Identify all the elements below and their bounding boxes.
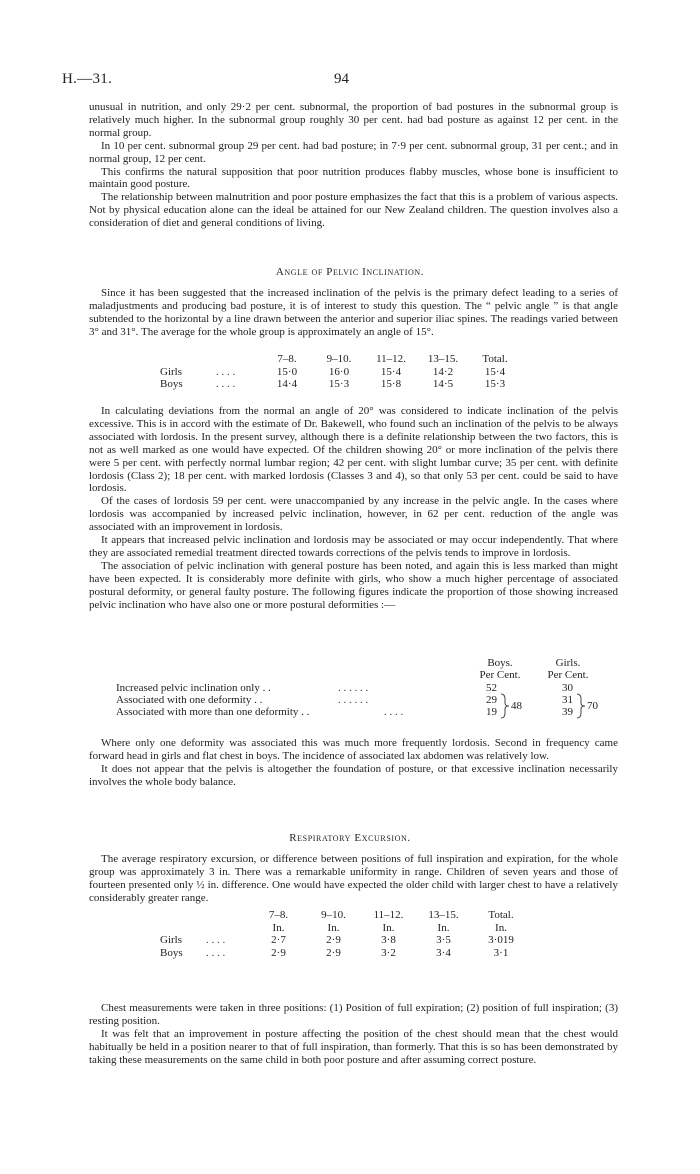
page-number: 94 <box>334 71 349 87</box>
table-cell: 39 <box>562 706 573 718</box>
table-cell: 31 <box>562 694 573 706</box>
respiratory-table <box>160 909 531 959</box>
combined-value-girls: 70 <box>587 700 598 712</box>
table-row <box>160 934 531 947</box>
table-cell: 3·1 <box>493 946 509 959</box>
column-header: 13–15. <box>428 909 459 921</box>
table-cell: 19 <box>486 706 497 718</box>
unit-label: In. <box>327 921 340 934</box>
leader-dots: . . . . . . <box>338 694 369 706</box>
unit-label: In. <box>272 921 285 934</box>
paragraph: The association of pelvic inclination with general posture has been noted, and again this is less marked than might have been expected. It is considerably more definite with girls, who show a much higher percentage of associated postural deformity, or general faulty posture. The following figures indicate the proportion of those showing increased pelvic inclination who have also one or more postural deformities :— <box>89 559 618 611</box>
table-cell: 15·0 <box>276 365 298 378</box>
table-cell: 52 <box>486 682 497 694</box>
table-cell: 2·9 <box>271 946 286 959</box>
table-cell: 2·9 <box>326 946 341 959</box>
column-header: Total. <box>488 909 514 921</box>
paragraph: Where only one deformity was associated this was much more frequently lordosis. Second in frequency came forward head in girls and flat chest in boys. The incidence of associated lax abdomen was relatively low. <box>89 737 618 762</box>
table-cell: 14·2 <box>432 365 454 378</box>
paragraph: The relationship between malnutrition and poor posture emphasizes the fact that this is a problem of various aspects. Not by physical education alone can the ideal be attained for our New Zealand children. The question involves also a consideration of diet and general conditions of living. <box>89 191 618 230</box>
paragraph: It does not appear that the pelvis is altogether the foundation of posture, or that excessive inclination necessarily involves the whole body balance. <box>89 762 618 788</box>
table-cell: 2·7 <box>271 934 286 946</box>
pelvic-discussion-block <box>89 405 618 612</box>
table-cell: 15·4 <box>484 365 506 378</box>
leader-dots: . . . . . . <box>338 682 369 694</box>
table-cell: 3·8 <box>381 934 396 946</box>
row-label: Girls <box>160 365 182 378</box>
leader-dots: . . . . <box>216 378 236 390</box>
table-cell: 15·8 <box>380 378 402 390</box>
paragraph: This confirms the natural supposition that poor nutrition produces flabby muscles, whose bone is insufficient to maintain good posture. <box>89 165 618 191</box>
paragraph: It appears that increased pelvic inclination and lordosis may be associated or may occur independently. That where they are associated remedial treatment directed towards corrections of the pelvis tends to improve in lordosis. <box>89 534 618 559</box>
leader-dots: . . . . <box>216 365 236 378</box>
section-heading-pelvic: Angle of Pelvic Inclination. <box>275 266 425 278</box>
respiratory-intro-block <box>89 853 618 905</box>
paragraph: In 10 per cent. subnormal group 29 per cent. had bad posture; in 7·9 per cent. subnormal group, 31 per cent.; and in normal group, 12 per cent. <box>89 139 618 165</box>
table-cell: 15·3 <box>484 378 506 390</box>
unit-label: In. <box>382 921 395 934</box>
table-header-row <box>160 353 521 366</box>
table-cell: 30 <box>562 682 573 694</box>
respiratory-discussion-block <box>89 1002 618 1067</box>
table-row <box>160 378 521 391</box>
column-header: 11–12. <box>373 909 404 921</box>
row-label: Boys <box>160 378 183 390</box>
leader-dots: . . . . <box>384 706 404 718</box>
section-heading-respiratory: Respiratory Excursion. <box>289 832 411 844</box>
document-reference: H.—31. <box>62 71 113 87</box>
column-header: 11–12. <box>376 353 406 365</box>
paragraph: It was felt that an improvement in posture affecting the position of the chest should mean that the chest would habitually be held in a position nearer to that of full inspiration, than formerly. That this is so has been demonstrated by taking these measurements on the same child in both poor posture and after assuming correct posture. <box>89 1027 618 1066</box>
table-cell: 15·3 <box>328 378 350 390</box>
table-cell: 3·019 <box>488 934 514 946</box>
row-label: Associated with more than one deformity . . <box>116 706 310 718</box>
paragraph: In calculating deviations from the normal an angle of 20° was considered to indicate inclination of the pelvis excessive. This is in accord with the estimate of Dr. Bakewell, who found such an inclination of the pelvis to be always associated with lordosis. In the present survey, although there is a definite relationship between the two factors, this is not as well marked as one would have expected. Of the children showing 20° or more inclination of the pelvis there were 5 per cent. with perfectly normal lumbar region; 42 per cent. with slight lumbar curve; 35 per cent. with definite lordosis (Class 2); 18 per cent. with marked lordosis (Classes 3 and 4), so that only 53 per cent. could be said to have lordosis. <box>89 405 618 495</box>
brace-boys <box>500 693 510 719</box>
table-cell: 3·2 <box>381 946 396 959</box>
column-header: 7–8. <box>268 909 289 921</box>
column-subheader: Per Cent. <box>479 669 521 681</box>
column-header: Boys. <box>487 657 513 669</box>
column-header: Total. <box>482 353 508 365</box>
deformity-discussion-block <box>89 737 618 789</box>
intro-text-block <box>89 101 618 230</box>
leader-dots: . . . . <box>206 946 226 959</box>
table-cell: 3·5 <box>436 934 451 946</box>
row-label: Boys <box>160 946 183 959</box>
column-subheader: Per Cent. <box>547 669 589 681</box>
row-label: Associated with one deformity . . <box>116 694 263 706</box>
brace-girls <box>576 693 586 719</box>
paragraph: The average respiratory excursion, or difference between positions of full inspiration and expiration, for the whole group was approximately 3 in. There was a remarkable uniformity in range. Children of seven years and those of fourteen presented only ½ in. difference. One would have expected the older child with larger chest to have a relatively considerably greater range. <box>89 853 618 904</box>
column-header: 13–15. <box>427 353 459 365</box>
combined-value-boys: 48 <box>511 700 522 712</box>
row-label: Increased pelvic inclination only . . <box>116 682 271 694</box>
table-cell: 16·0 <box>328 365 350 378</box>
table-row <box>160 366 521 379</box>
table-units-row <box>160 922 531 935</box>
paragraph: unusual in nutrition, and only 29·2 per cent. subnormal, the proportion of bad postures in the subnormal group is relatively much higher. In the subnormal group roughly 30 per cent. had bad posture as against 12 per cent. in the normal group. <box>89 101 618 139</box>
table-cell: 29 <box>486 694 497 706</box>
column-header: 7–8. <box>277 353 297 365</box>
table-cell: 3·4 <box>436 946 451 959</box>
unit-label: In. <box>495 921 507 934</box>
paragraph: Of the cases of lordosis 59 per cent. were unaccompanied by any increase in the pelvic angle. In the cases where lordosis was accompanied by increased pelvic inclination, however, in 62 per cent. reduction of the angle was associated with an improvement in lordosis. <box>89 495 618 534</box>
unit-label: In. <box>437 921 450 934</box>
column-header: 9–10. <box>321 909 346 921</box>
paragraph: Since it has been suggested that the increased inclination of the pelvis is the primary defect leading to a series of maladjustments and producing bad posture, it is of interest to study this question. The “ pelvic angle ” is that angle subtended to the horizontal by a line drawn between the anterior and superior iliac spines. The readings varied between 3° and 31°. The average for the whole group is approximately an angle of 15°. <box>89 287 618 338</box>
column-header: Girls. <box>555 657 581 669</box>
column-header: 9–10. <box>326 353 352 365</box>
table-cell: 15·4 <box>380 365 402 378</box>
table-cell: 14·4 <box>276 378 298 390</box>
table-cell: 14·5 <box>432 378 454 390</box>
table-header-row <box>160 909 531 922</box>
table-row <box>160 947 531 960</box>
row-label: Girls <box>160 934 182 946</box>
leader-dots: . . . . <box>206 934 226 946</box>
pelvic-angle-table <box>160 353 521 391</box>
table-cell: 2·9 <box>326 934 341 946</box>
paragraph: Chest measurements were taken in three positions: (1) Position of full expiration; (2) position of full inspiration; (3) resting position. <box>89 1002 618 1027</box>
pelvic-intro-block <box>89 287 618 339</box>
